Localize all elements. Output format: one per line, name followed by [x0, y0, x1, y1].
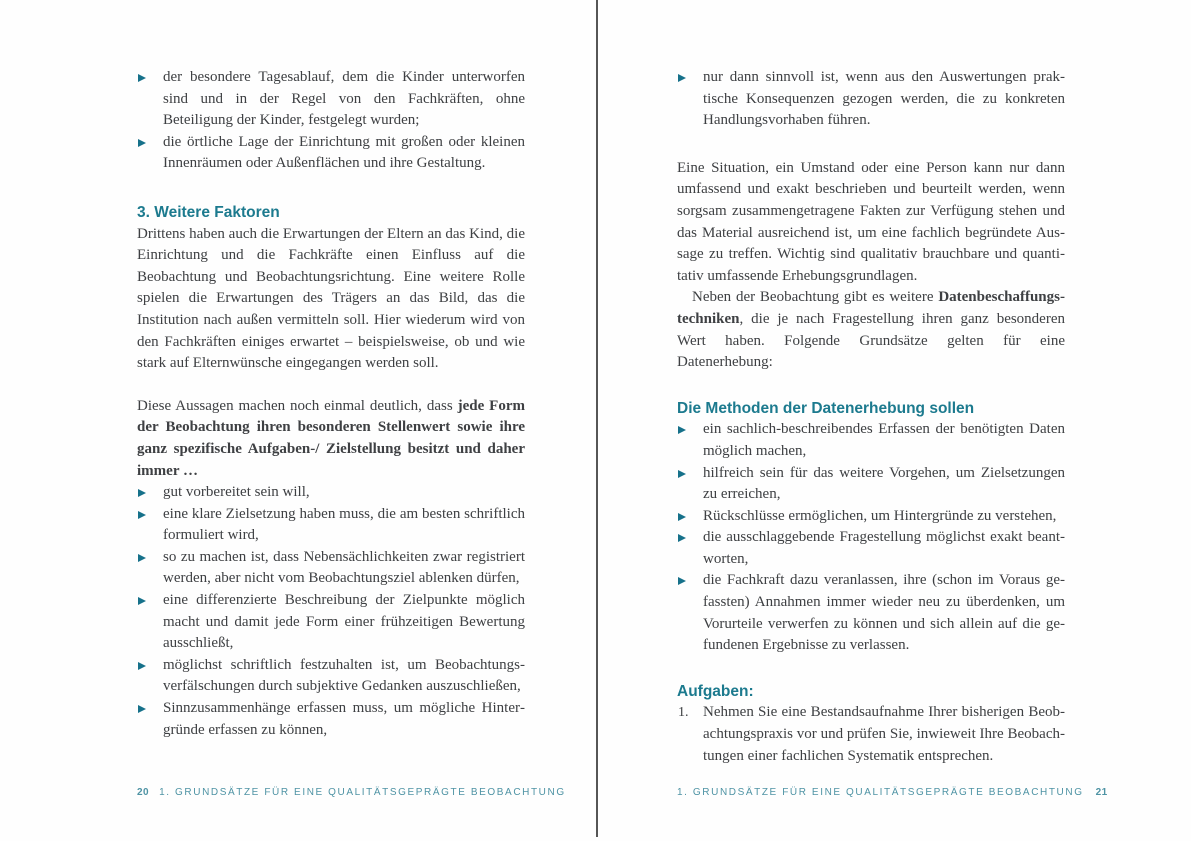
page-number: 21: [1095, 787, 1108, 798]
paragraph: [677, 158, 1065, 288]
item-text: [703, 529, 1065, 567]
spacer: [137, 375, 525, 396]
bullet-item: [677, 527, 1065, 570]
bullet-arrow-icon: [678, 74, 686, 82]
bullet-item: [677, 506, 1065, 528]
spacer: [677, 374, 1065, 397]
bullet-arrow-icon: [138, 74, 146, 82]
item-number: 1.: [678, 705, 689, 721]
chapter-title: 1. GRUNDSÄTZE FÜR EINE QUALITÄTSGEPRÄGTE BEOBACHTUNG: [677, 787, 1084, 798]
bold-text: jede Form der Beobachtung ihren besonderen Stellenwert sowie ihre ganz spezifische Aufgaben-/ Zielstellung besitzt und daher immer …: [137, 397, 525, 479]
paragraph: [137, 224, 525, 375]
page-number: 20: [137, 787, 150, 798]
bullet-item: [137, 547, 525, 590]
bullet-arrow-icon: [138, 597, 146, 605]
numbered-item: [677, 702, 1065, 767]
bold-text: Datenbeschaffungstechniken: [677, 289, 1065, 327]
bullet-list: [137, 67, 525, 175]
bullet-item: [137, 67, 525, 132]
item-text: [163, 484, 310, 500]
bullet-item: [137, 504, 525, 547]
page-right: [677, 67, 1065, 767]
item-text: [163, 506, 525, 544]
bullet-item: [137, 590, 525, 655]
item-text: [703, 572, 1065, 653]
spacer: [137, 175, 525, 201]
bullet-arrow-icon: [138, 554, 146, 562]
bullet-arrow-icon: [678, 513, 686, 521]
item-text: [703, 704, 1065, 763]
item-text: [703, 508, 1056, 524]
body-text: Drittens haben auch die Erwartungen der Eltern an das Kind, die Einrichtung und die Fachkräfte einen Einfluss auf die Beobachtung und Beobachtungsrichtung. Eine weitere Rolle spielen die Erwartungen des Trägers an das Bild, das die Institution nach außen vermitteln soll. Hier wiederum wird von den Fachkräften einiges erwartet – beispielsweise, ob und wie stark auf Elternwünsche eingegangen werden soll.: [137, 225, 525, 372]
bullet-arrow-icon: [678, 534, 686, 542]
spacer: [677, 657, 1065, 680]
bullet-arrow-icon: [138, 139, 146, 147]
bullet-item: [137, 655, 525, 698]
body-text: eine klare Zielsetzung haben muss, die am besten schriftlich formuliert wird,: [163, 505, 525, 544]
bullet-item: [137, 698, 525, 741]
bullet-arrow-icon: [678, 426, 686, 434]
bullet-list: [677, 67, 1065, 132]
spacer: [677, 132, 1065, 158]
chapter-title: 1. GRUNDSÄTZE FÜR EINE QUALITÄTSGEPRÄGTE BEOBACHTUNG: [159, 787, 566, 798]
item-text: [703, 465, 1065, 503]
body-text: die ausschlaggebende Fragestellung möglichst exakt beantworten,: [703, 529, 1065, 567]
body-text: Rückschlüsse ermöglichen, um Hintergründe zu verstehen,: [703, 507, 1057, 524]
body-text: die örtliche Lage der Einrichtung mit großen oder kleinen Innenräumen oder Außenflächen und ihre Gestaltung.: [163, 133, 525, 172]
body-text: nur dann sinnvoll ist, wenn aus den Auswertungen praktische Konsequenzen gezogen werden, die zu konkreten Handlungsvorhaben führen.: [703, 69, 1065, 129]
item-text: [163, 700, 525, 738]
numbered-list: [677, 702, 1065, 767]
bullet-item: [137, 132, 525, 175]
body-text: Eine Situation, ein Umstand oder eine Person kann nur dann umfassend und exakt beschrieben und beurteilt werden, wenn sorgsam zusammengetragene Fakten zur Verfügung stehen und das Material ausreichend ist, um eine fachlich begründete Aussage zu treffen. Wichtig sind qualitativ brauchbare und quantitativ umfassende Erhebungsgrundlagen.: [677, 159, 1065, 284]
bullet-arrow-icon: [678, 577, 686, 585]
body-text: eine differenzierte Beschreibung der Zielpunkte möglich macht und damit jede Form einer frühzeitigen Bewertung ausschließt,: [163, 592, 525, 652]
item-text: [163, 592, 525, 651]
body-text: Neben der Beobachtung gibt es weitere: [692, 289, 939, 306]
body-text: Diese Aussagen machen noch einmal deutlich, dass: [137, 397, 458, 414]
bullet-item: [677, 419, 1065, 462]
item-text: [163, 134, 525, 172]
page-divider-line: [596, 0, 598, 837]
bullet-item: [137, 482, 525, 504]
body-text: möglichst schriftlich festzuhalten ist, um Beobachtungsverfälschungen durch subjektive Gedanken auszuschließen,: [163, 656, 525, 695]
body-text: gut vorbereitet sein will,: [163, 484, 310, 501]
body-text: hilfreich sein für das weitere Vorgehen, um Zielsetzungen zu erreichen,: [703, 464, 1065, 503]
item-text: [703, 69, 1065, 128]
page-footer-right: [677, 787, 1108, 798]
bullet-item: [677, 67, 1065, 132]
body-text: so zu machen ist, dass Nebensächlichkeiten zwar registriert werden, aber nicht vom Beobachtungsziel ablenken dürfen,: [163, 548, 525, 587]
body-text: der besondere Tagesablauf, dem die Kinder unterworfen sind und in der Regel von den Fachkräften, ohne Beteiligung der Kinder, festgelegt wurden;: [163, 69, 525, 129]
item-text: [163, 657, 525, 695]
body-text: , die je nach Fragestellung ihren ganz besonderen Wert haben. Folgende Grundsätze gelten für eine Datenerhebung:: [677, 310, 1065, 371]
item-text: [163, 69, 525, 128]
item-text: [703, 421, 1065, 459]
body-text: Sinnzusammenhänge erfassen muss, um mögliche Hintergründe erfassen zu können,: [163, 700, 525, 738]
body-text: ein sachlich-beschreibendes Erfassen der benötigten Daten möglich machen,: [703, 421, 1065, 459]
body-text: die Fachkraft dazu veranlassen, ihre (schon im Voraus gefassten) Annahmen immer wieder neu zu überdenken, um Vorurteile verwerfen zu können und sich allein auf die gefundenen Ergebnisse zu verlassen.: [703, 572, 1065, 654]
bullet-arrow-icon: [678, 470, 686, 478]
section-heading: Aufgaben:: [677, 682, 754, 700]
bullet-arrow-icon: [138, 662, 146, 670]
bullet-item: [677, 570, 1065, 656]
section-heading: Die Methoden der Datenerhebung sollen: [677, 399, 975, 417]
paragraph: [137, 396, 525, 482]
paragraph: [677, 287, 1065, 373]
bullet-list: [677, 419, 1065, 657]
page-footer-left: [137, 787, 566, 798]
bullet-item: [677, 463, 1065, 506]
section-heading: 3. Weitere Faktoren: [137, 203, 280, 221]
bullet-list: [137, 482, 525, 741]
body-text: Nehmen Sie eine Bestandsaufnahme Ihrer bisherigen Beobachtungspraxis vor und prüfen Sie, inwieweit Ihre Beobachtungen einer fachlichen Systematik entsprechen.: [703, 704, 1065, 764]
item-text: [163, 549, 525, 587]
bullet-arrow-icon: [138, 489, 146, 497]
page-left: [137, 67, 525, 741]
bullet-arrow-icon: [138, 705, 146, 713]
bullet-arrow-icon: [138, 511, 146, 519]
